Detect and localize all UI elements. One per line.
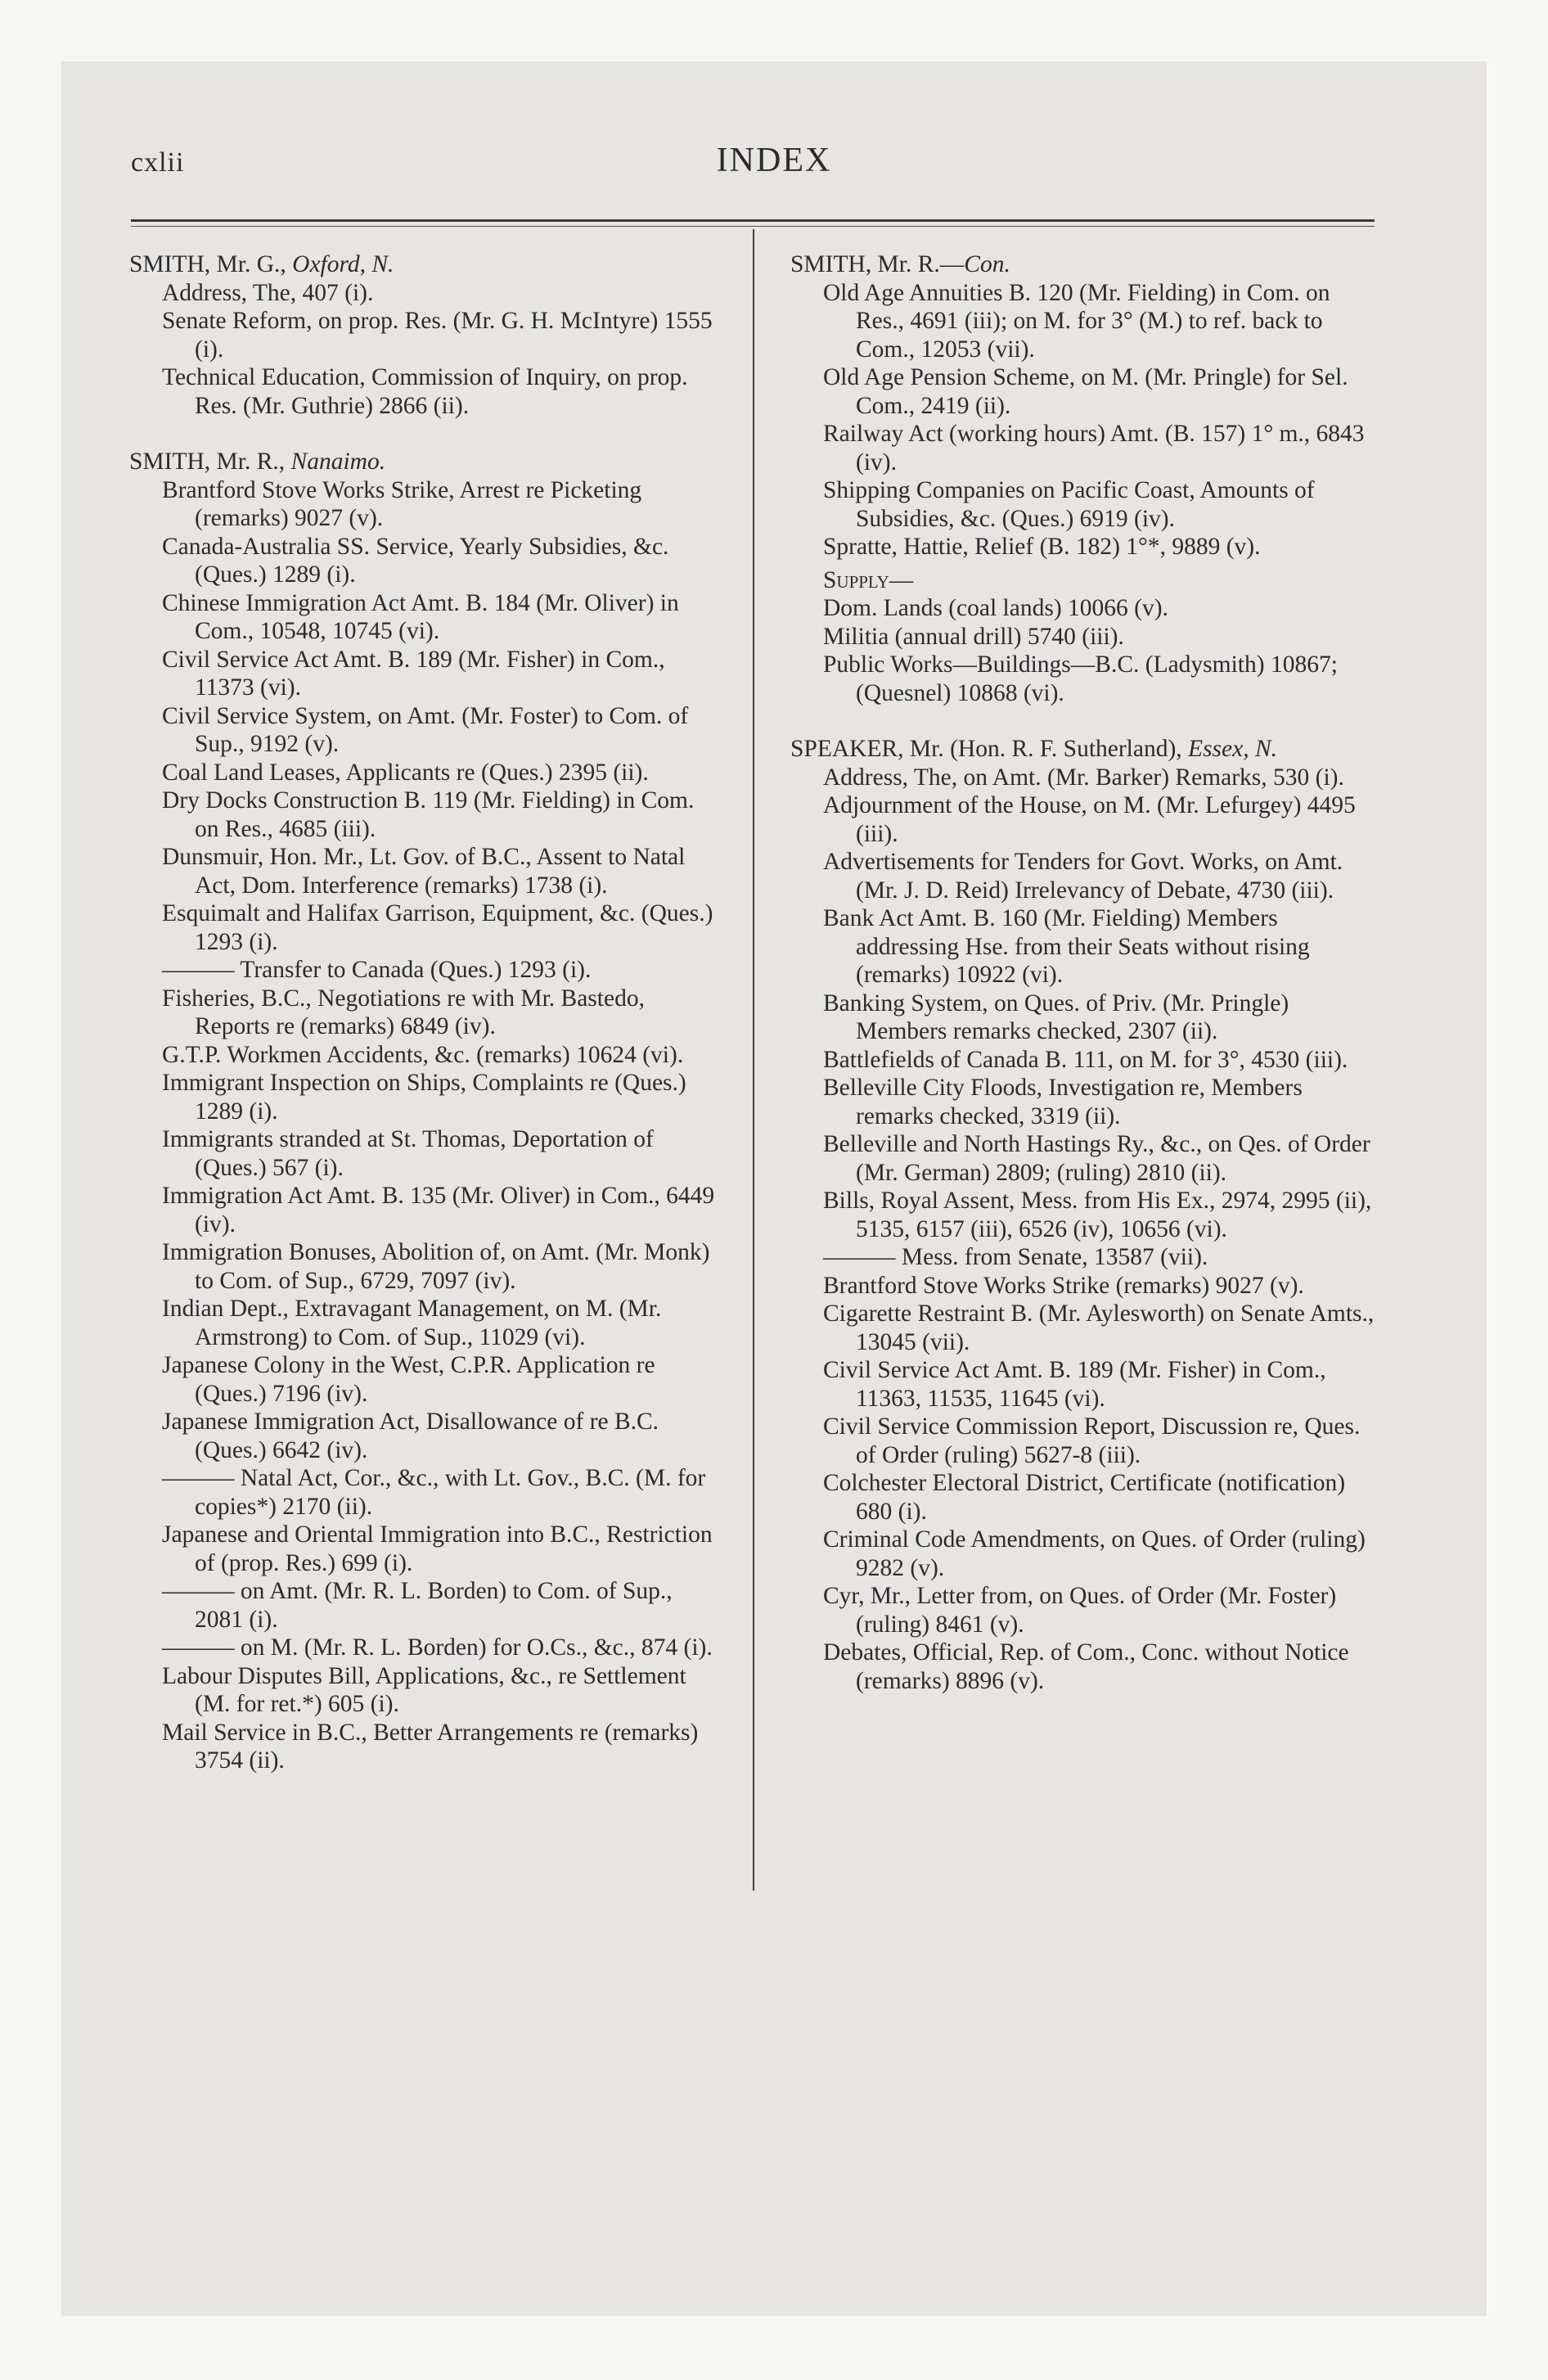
index-entry: Dunsmuir, Hon. Mr., Lt. Gov. of B.C., Assent to Natal Act, Dom. Interference (remarks) 1738 (i). [162,844,686,899]
index-entry: Senate Reform, on prop. Res. (Mr. G. H. McIntyre) 1555 (i). [162,308,713,363]
column-divider [753,229,754,1891]
index-entry: Address, The, 407 (i). [162,279,374,306]
index-entry: Address, The, on Amt. (Mr. Barker) Remarks, 530 (i). [823,764,1344,791]
index-entry: Mail Service in B.C., Better Arrangements re (remarks) 3754 (ii). [162,1719,699,1774]
index-entry: Belleville City Floods, Investigation re, Members remarks checked, 3319 (ii). [823,1075,1303,1129]
heading-place: Oxford, N. [292,251,394,277]
header-rule-thin [131,226,1375,227]
index-entry: Advertisements for Tenders for Govt. Works, on Amt. (Mr. J. D. Reid) Irrelevancy of Debate, 4730 (iii). [823,849,1343,904]
heading-place: Essex, N. [1188,736,1278,762]
index-entry: Japanese Colony in the West, C.P.R. Application re (Ques.) 7196 (iv). [162,1352,655,1407]
heading-name: SMITH, Mr. R.— [790,251,965,277]
index-entry: ——— Mess. from Senate, 13587 (vii). [823,1244,1208,1270]
index-entry: Civil Service Act Amt. B. 189 (Mr. Fisher) in Com., 11373 (vi). [162,646,665,701]
index-entry: Immigration Act Amt. B. 135 (Mr. Oliver) in Com., 6449 (iv). [162,1183,715,1237]
index-entry: Cyr, Mr., Letter from, on Ques. of Order (Mr. Foster) (ruling) 8461 (v). [823,1583,1337,1638]
index-entry: Immigration Bonuses, Abolition of, on Amt. (Mr. Monk) to Com. of Sup., 6729, 7097 (iv). [162,1239,710,1294]
index-entry: ——— Transfer to Canada (Ques.) 1293 (i). [162,957,592,983]
index-entry: Public Works—Buildings—B.C. (Ladysmith) 10867; (Quesnel) 10868 (vi). [823,651,1338,706]
index-entry: Colchester Electoral District, Certificate (notification) 680 (i). [823,1470,1346,1525]
index-entry: Spratte, Hattie, Relief (B. 182) 1°*, 9889 (v). [823,534,1261,560]
index-entry: Fisheries, B.C., Negotiations re with Mr. Bastedo, Reports re (remarks) 6849 (iv). [162,985,645,1039]
index-entry: Immigrants stranded at St. Thomas, Deportation of (Ques.) 567 (i). [162,1126,654,1181]
left-column [129,250,718,1775]
index-entry: Brantford Stove Works Strike, Arrest re Picketing (remarks) 9027 (v). [162,476,642,531]
heading-name: SPEAKER, Mr. (Hon. R. F. Sutherland), [790,736,1189,762]
page-title: INDEX [716,142,832,179]
index-entry: Immigrant Inspection on Ships, Complaints re (Ques.) 1289 (i). [162,1070,686,1125]
index-entry: Debates, Official, Rep. of Com., Conc. without Notice (remarks) 8896 (v). [823,1639,1349,1694]
right-column [790,250,1379,1695]
subheading: Supply— [823,566,914,593]
index-entry: Banking System, on Ques. of Priv. (Mr. Pringle) Members remarks checked, 2307 (ii). [823,989,1289,1044]
index-entry: G.T.P. Workmen Accidents, &c. (remarks) 10624 (vi). [162,1041,684,1068]
index-entry: ——— on Amt. (Mr. R. L. Borden) to Com. of Sup., 2081 (i). [162,1578,673,1633]
index-entry: ——— on M. (Mr. R. L. Borden) for O.Cs., &c., 874 (i). [162,1634,713,1661]
index-entry: Criminal Code Amendments, on Ques. of Order (ruling) 9282 (v). [823,1526,1366,1581]
index-entry: Esquimalt and Halifax Garrison, Equipment, &c. (Ques.) 1293 (i). [162,900,713,955]
index-entry: Chinese Immigration Act Amt. B. 184 (Mr. Oliver) in Com., 10548, 10745 (vi). [162,589,679,644]
index-heading [129,448,718,476]
index-entry: Bills, Royal Assent, Mess. from His Ex., 2974, 2995 (ii), 5135, 6157 (iii), 6526 (iv), 10656 (vi). [823,1188,1372,1242]
index-entry: Indian Dept., Extravagant Management, on M. (Mr. Armstrong) to Com. of Sup., 11029 (vi). [162,1296,662,1350]
index-entry: Civil Service System, on Amt. (Mr. Foster) to Com. of Sup., 9192 (v). [162,702,689,757]
index-entry: Old Age Pension Scheme, on M. (Mr. Pringle) for Sel. Com., 2419 (ii). [823,364,1348,419]
index-entry: Japanese and Oriental Immigration into B.C., Restriction of (prop. Res.) 699 (i). [162,1521,713,1576]
index-heading [790,735,1379,764]
index-entry: Bank Act Amt. B. 160 (Mr. Fielding) Members addressing Hse. from their Seats without rising (remarks) 10922 (vi). [823,905,1310,988]
index-entry: Dom. Lands (coal lands) 10066 (v). [823,595,1168,621]
index-entry: Brantford Stove Works Strike (remarks) 9027 (v). [823,1272,1304,1299]
index-entry: Adjournment of the House, on M. (Mr. Lefurgey) 4495 (iii). [823,792,1356,847]
index-entry: Coal Land Leases, Applicants re (Ques.) 2395 (ii). [162,759,649,786]
index-heading [129,250,718,279]
index-heading [790,250,1379,279]
index-entry: Japanese Immigration Act, Disallowance of re B.C. (Ques.) 6642 (iv). [162,1409,659,1463]
index-entry: Cigarette Restraint B. (Mr. Aylesworth) on Senate Amts., 13045 (vii). [823,1300,1375,1355]
heading-place: Nanaimo. [290,449,386,475]
heading-name: SMITH, Mr. G., [129,251,293,277]
index-entry: Civil Service Act Amt. B. 189 (Mr. Fisher) in Com., 11363, 11535, 11645 (vi). [823,1357,1326,1412]
index-entry: Belleville and North Hastings Ry., &c., on Qes. of Order (Mr. German) 2809; (ruling) 2810 (ii). [823,1131,1370,1186]
page-number: cxlii [131,147,185,178]
index-entry: Shipping Companies on Pacific Coast, Amounts of Subsidies, &c. (Ques.) 6919 (iv). [823,477,1315,532]
index-entry: Battlefields of Canada B. 111, on M. for 3°, 4530 (iii). [823,1046,1348,1073]
index-entry: Labour Disputes Bill, Applications, &c., re Settlement (M. for ret.*) 605 (i). [162,1662,686,1717]
index-entry: Civil Service Commission Report, Discussion re, Ques. of Order (ruling) 5627-8 (iii). [823,1413,1361,1468]
heading-place: Con. [964,251,1010,277]
heading-name: SMITH, Mr. R., [129,449,291,475]
index-entry: ——— Natal Act, Cor., &c., with Lt. Gov., B.C. (M. for copies*) 2170 (ii). [162,1465,706,1520]
index-entry: Militia (annual drill) 5740 (iii). [823,623,1124,650]
index-entry: Dry Docks Construction B. 119 (Mr. Fielding) in Com. on Res., 4685 (iii). [162,787,695,842]
index-entry: Old Age Annuities B. 120 (Mr. Fielding) in Com. on Res., 4691 (iii); on M. for 3° (M.) to ref. back to Com., 12053 (vii). [823,279,1330,363]
index-entry: Railway Act (working hours) Amt. (B. 157) 1° m., 6843 (iv). [823,421,1365,476]
index-entry: Technical Education, Commission of Inquiry, on prop. Res. (Mr. Guthrie) 2866 (ii). [162,364,688,419]
header-rule [131,219,1375,222]
index-entry: Canada-Australia SS. Service, Yearly Subsidies, &c. (Ques.) 1289 (i). [162,533,669,588]
